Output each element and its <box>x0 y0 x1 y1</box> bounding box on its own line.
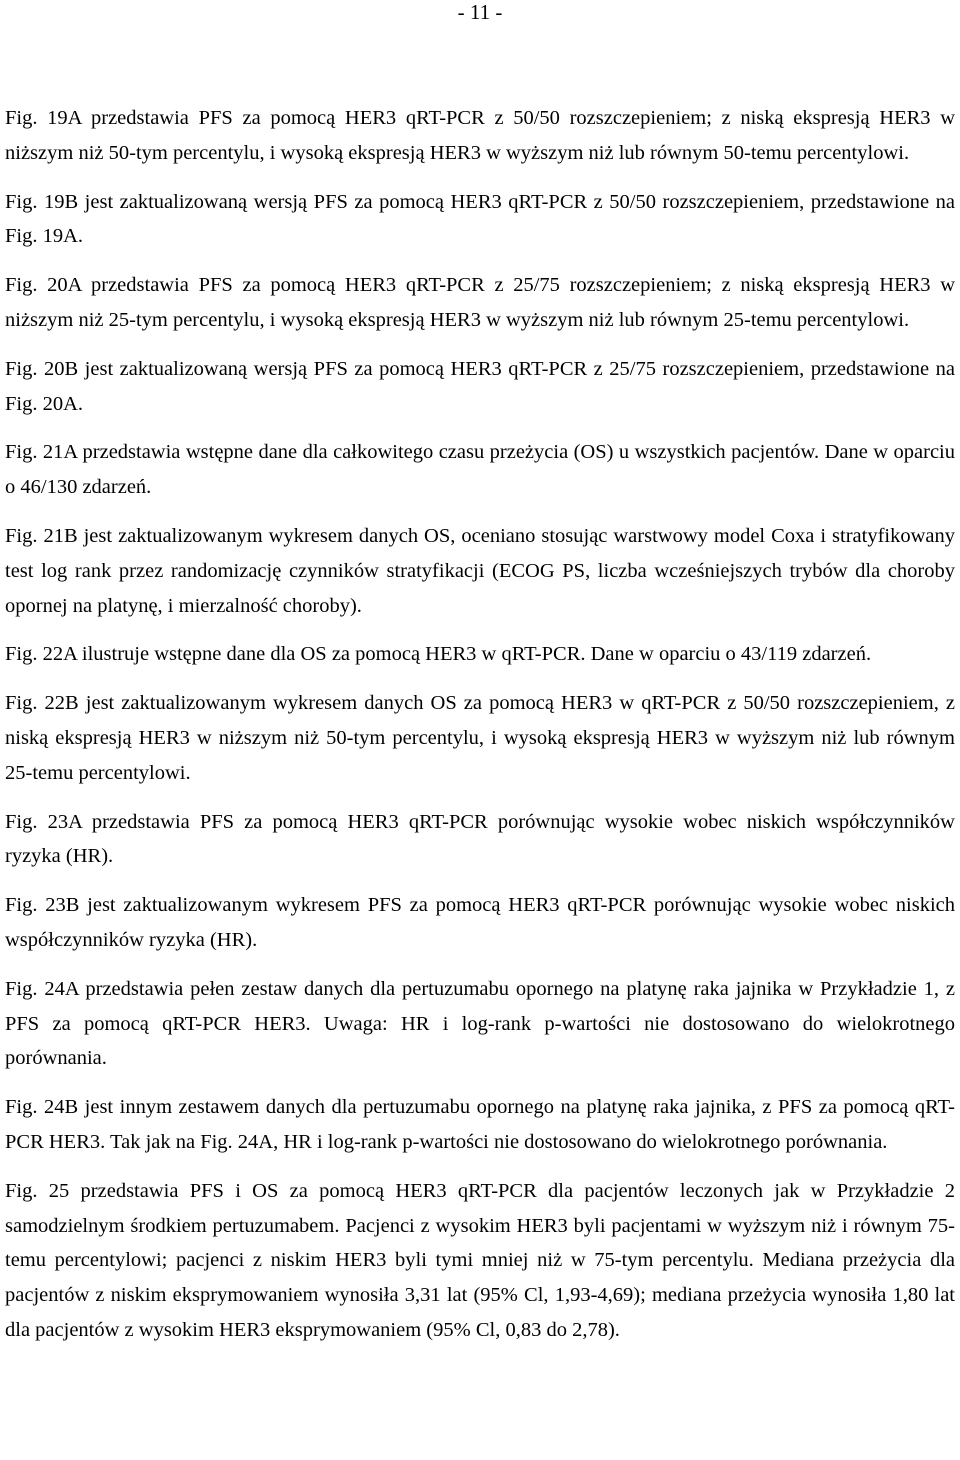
paragraph-fig-23a: Fig. 23A przedstawia PFS za pomocą HER3 qRT-PCR porównując wysokie wobec niskich współczynników ryzyka (HR). <box>5 810 955 868</box>
document-body <box>5 101 955 1362</box>
paragraph-fig-24b: Fig. 24B jest innym zestawem danych dla pertuzumabu opornego na platynę raka jajnika, z PFS za pomocą qRT-PCR HER3. Tak jak na Fig. 24A, HR i log-rank p-wartości nie dostosowano do wielokrotnego porównania. <box>5 1096 955 1153</box>
paragraph-fig-22b: Fig. 22B jest zaktualizowanym wykresem danych OS za pomocą HER3 w qRT-PCR z 50/50 rozszczepieniem, z niską ekspresją HER3 w niższym niż 50-tym percentylu, i wysoką ekspresją HER3 w wyższym niż lub równym 25-temu percentylowi. <box>5 692 955 784</box>
paragraph-fig-19a: Fig. 19A przedstawia PFS za pomocą HER3 qRT-PCR z 50/50 rozszczepieniem; z niską ekspresją HER3 w niższym niż 50-tym percentylu, i wysoką ekspresją HER3 w wyższym niż lub równym 50-temu percentylowi. <box>5 107 955 164</box>
paragraph-fig-24a: Fig. 24A przedstawia pełen zestaw danych dla pertuzumabu opornego na platynę raka jajnika w Przykładzie 1, z PFS za pomocą qRT-PCR HER3. Uwaga: HR i log-rank p-wartości nie dostosowano do wielokrotnego porównania. <box>5 977 955 1070</box>
paragraph-fig-25: Fig. 25 przedstawia PFS i OS za pomocą HER3 qRT-PCR dla pacjentów leczonych jak w Przykładzie 2 samodzielnym środkiem pertuzumabem. Pacjenci z wysokim HER3 byli pacjentami w wyższym niż i równym 75-temu percentylowi; pacjenci z niskim HER3 byli tymi mniej niż w 75-tym percentylu. Mediana przeżycia dla pacjentów z niskim eksprymowaniem wynosiła 3,31 lat (95% Cl, 1,93-4,69); mediana przeżycia wynosiła 1,80 lat dla pacjentów z wysokim HER3 eksprymowaniem (95% Cl, 0,83 do 2,78). <box>5 1179 955 1341</box>
paragraph-fig-20b: Fig. 20B jest zaktualizowaną wersją PFS za pomocą HER3 qRT-PCR z 25/75 rozszczepieniem, przedstawione na Fig. 20A. <box>5 357 955 415</box>
paragraph-fig-19b: Fig. 19B jest zaktualizowaną wersją PFS za pomocą HER3 qRT-PCR z 50/50 rozszczepieniem, przedstawione na Fig. 19A. <box>5 190 955 248</box>
paragraph-fig-21b: Fig. 21B jest zaktualizowanym wykresem danych OS, oceniano stosując warstwowy model Coxa i stratyfikowany test log rank przez randomizację czynników stratyfikacji (ECOG PS, liczba wcześniejszych trybów dla choroby opornej na platynę, i mierzalność choroby). <box>5 524 955 617</box>
paragraph-fig-22a: Fig. 22A ilustruje wstępne dane dla OS za pomocą HER3 w qRT-PCR. Dane w oparciu o 43/119 zdarzeń. <box>5 643 872 666</box>
paragraph-fig-23b: Fig. 23B jest zaktualizowanym wykresem PFS za pomocą HER3 qRT-PCR porównując wysokie wobec niskich współczynników ryzyka (HR). <box>5 894 955 951</box>
page-number: - 11 - <box>457 0 503 24</box>
paragraph-fig-21a: Fig. 21A przedstawia wstępne dane dla całkowitego czasu przeżycia (OS) u wszystkich pacjentów. Dane w oparciu o 46/130 zdarzeń. <box>5 441 955 499</box>
paragraph-fig-20a: Fig. 20A przedstawia PFS za pomocą HER3 qRT-PCR z 25/75 rozszczepieniem; z niską ekspresją HER3 w niższym niż 25-tym percentylu, i wysoką ekspresją HER3 w wyższym niż lub równym 25-temu percentylowi. <box>5 274 955 331</box>
